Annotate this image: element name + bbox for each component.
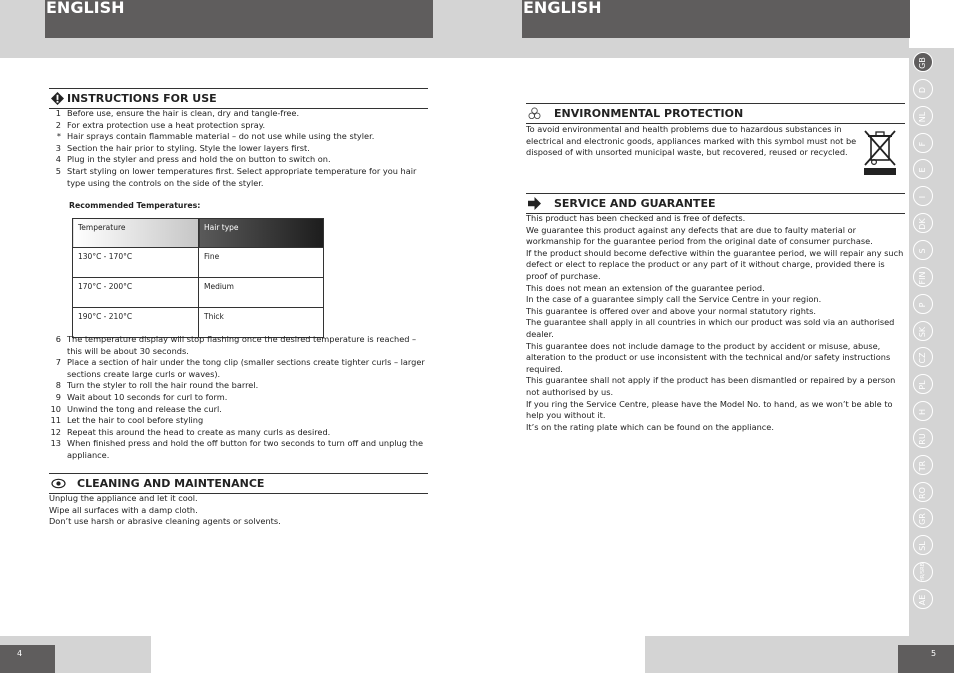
instructions-heading: INSTRUCTIONS FOR USE [49,88,428,109]
language-tab-ru[interactable]: RU [913,428,933,448]
warning-icon [51,92,64,105]
instructions-steps-b [49,334,429,462]
step-number: 7 [55,357,61,368]
step-text: Start styling on lower temperatures first. Select appropriate temperature for you hair type using the controls on the side of the styler. [67,165,417,188]
instruction-step [49,392,429,404]
recommended-temperatures-label: Recommended Temperatures: [69,201,201,210]
step-number: 13 [50,438,61,449]
step-number: 12 [50,426,61,437]
language-tab-p[interactable]: P [913,294,933,314]
step-text: Place a section of hair under the tong clip (smaller sections create tighter curls – larger sections create large curls or waves). [67,357,425,379]
weee-bin-icon [862,128,898,176]
instruction-step [49,108,429,120]
language-tab-d[interactable]: D [913,79,933,99]
step-text: Repeat this around the head to create as many curls as desired. [67,426,331,437]
step-text: For extra protection use a heat protection spray. [67,119,266,130]
table-header-hair-type: Hair type [199,219,324,248]
left-header: ENGLISH [45,0,433,38]
instruction-step [49,415,429,427]
step-text: Before use, ensure the hair is clean, dry and tangle-free. [67,108,300,118]
language-tab-hr-srb[interactable]: HR/SRB [913,562,933,582]
step-number: 9 [55,391,61,402]
language-tab-sl[interactable]: SL [913,535,933,555]
cleaning-text: Unplug the appliance and let it cool. Wipe all surfaces with a damp cloth. Don’t use harsh or abrasive cleaning agents or solvents. [49,493,281,527]
instruction-step [49,427,429,439]
table-row [73,248,324,278]
language-tab-dk[interactable]: DK [913,213,933,233]
step-text: Turn the styler to roll the hair round the barrel. [67,380,259,391]
language-tab-gr[interactable]: GR [913,508,933,528]
service-text: This product has been checked and is free of defects. We guarantee this product against any defects that are due to faulty material or workmanship for the guarantee period from the original date of consumer purchase. If the product should become defective within the guarantee period, we will repair any such defect or elect to replace the product or any part of it without charge, provided there is proof of purchase. This does not mean an extension of the guarantee period. In the case of a guarantee simply call the Service Centre in your region. This guarantee is offered over and above your normal statutory rights. The guarantee shall apply in all countries in which our product was sold via an authorised dealer. This guarantee does not include damage to the product by accident or misuse, abuse, alteration to the product or use inconsistent with the technical and/or safety instructions required. This guarantee shall not apply if the product has been dismantled or repaired by a person not authorised by us. If you ring the Service Centre, please have the Model No. to hand, as we won’t be able to help you without it. It’s on the rating plate which can be found on the appliance. [526,213,904,432]
language-tab-h[interactable]: H [913,401,933,421]
right-page-number: 5 [898,645,954,673]
instruction-step [49,438,429,461]
language-tab-cz[interactable]: CZ [913,347,933,367]
table-cell: 170°C - 200°C [73,278,199,308]
instruction-step [49,154,429,166]
step-number: 6 [55,334,61,344]
step-number: 4 [55,154,61,165]
language-tab-pl[interactable]: PL [913,374,933,394]
table-cell: 190°C - 210°C [73,308,199,338]
step-text: Let the hair to cool before styling [67,415,204,426]
language-tab-f[interactable]: F [913,133,933,153]
language-tab-tr[interactable]: TR [913,455,933,475]
instruction-step [49,404,429,416]
instruction-step [49,357,429,380]
arrow-right-icon [528,197,541,210]
recycle-icon [528,107,541,120]
cleaning-heading: CLEANING AND MAINTENANCE [49,473,428,494]
instructions-steps-a [49,108,429,189]
table-cell: Thick [199,308,324,338]
step-number: 2 [55,119,61,130]
language-tab-ro[interactable]: RO [913,482,933,502]
step-text: Hair sprays contain flammable material – do not use while using the styler. [67,131,375,142]
step-number: 5 [55,165,61,176]
step-number: 11 [50,415,61,426]
language-tab-ae[interactable]: AE [913,589,933,609]
step-text: Unwind the tong and release the curl. [67,403,222,414]
language-tab-gb[interactable]: GB [913,52,933,72]
table-row [73,278,324,308]
step-text: When finished press and hold the off button for two seconds to turn off and unplug the appliance. [67,438,423,460]
language-tab-e[interactable]: E [913,159,933,179]
step-text: Plug in the styler and press and hold the on button to switch on. [67,154,331,165]
step-number: 10 [50,403,61,414]
table-cell: Fine [199,248,324,278]
language-tab-s[interactable]: S [913,240,933,260]
instruction-step [49,334,429,357]
left-page-number: 4 [0,645,55,673]
step-number: 8 [55,380,61,391]
language-tab-i[interactable]: I [913,186,933,206]
right-header: ENGLISH [522,0,910,38]
step-number: * [56,131,61,142]
language-tab-fin[interactable]: FIN [913,267,933,287]
temperature-table [72,218,324,338]
language-tab-nl[interactable]: NL [913,106,933,126]
table-cell: Medium [199,278,324,308]
step-number: 1 [55,108,61,118]
environment-text: To avoid environmental and health problems due to hazardous substances in electrical and electronic goods, appliances marked with this symbol must not be disposed of with unsorted municipal waste, but recovered, reused or recycled. [526,124,857,158]
eye-icon [51,477,66,490]
step-text: The temperature display will stop flashing once the desired temperature is reached – this will be about 30 seconds. [67,334,417,356]
language-tab-sk[interactable]: SK [913,321,933,341]
environment-heading: ENVIRONMENTAL PROTECTION [526,103,905,124]
table-cell: 130°C - 170°C [73,248,199,278]
instruction-step [49,131,429,143]
instruction-step [49,380,429,392]
service-heading: SERVICE AND GUARANTEE [526,193,905,214]
instruction-step [49,143,429,155]
step-text: Section the hair prior to styling. Style the lower layers first. [67,142,310,153]
table-header-temperature: Temperature [73,219,199,248]
instruction-step [49,166,429,189]
instruction-step [49,120,429,132]
step-number: 3 [55,142,61,153]
step-text: Wait about 10 seconds for curl to form. [67,391,228,402]
table-row [73,308,324,338]
